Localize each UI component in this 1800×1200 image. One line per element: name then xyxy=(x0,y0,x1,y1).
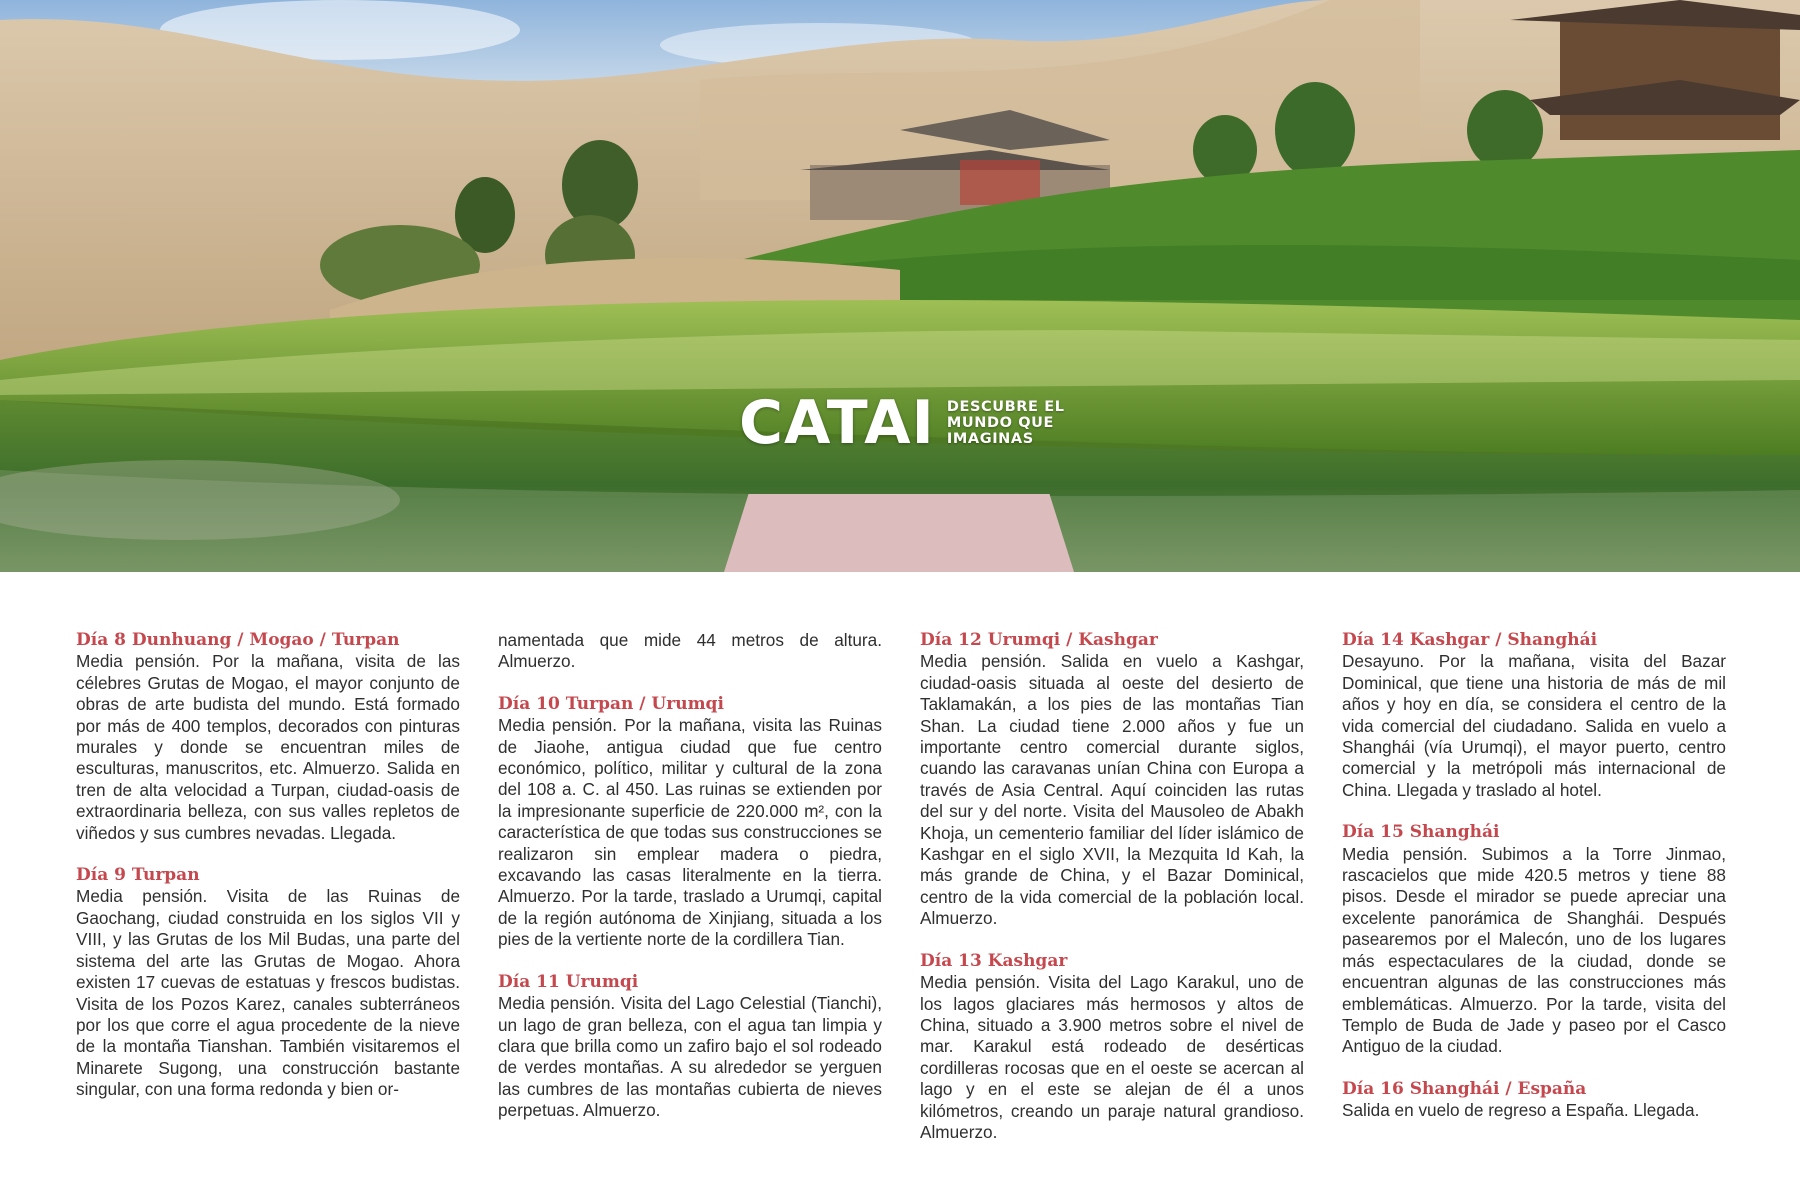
day-entry xyxy=(76,865,460,1100)
day-title: Día 15 Shanghái xyxy=(1342,822,1500,843)
day-description: Media pensión. Por la mañana, visita las Ruinas de Jiaohe, antigua ciudad que fue centro económico, político, militar y cultural de la zona del 108 a. C. al 450. Las ruinas se extienden por la impresionante superficie de 220.000 m², con la característica de que todas sus construcciones se realizaron sin emplear madera o piedra, excavando las casas literalmente en la tierra. Almuerzo. Por la tarde, traslado a Urumqi, capital de la región autónoma de Xinjiang, situada a los pies de la vertiente norte de la cordillera Tian. xyxy=(498,715,882,950)
day-title: Día 12 Urumqi / Kashgar xyxy=(920,630,1158,650)
day-description: Salida en vuelo de regreso a España. Llegada. xyxy=(1342,1100,1700,1121)
day-entry xyxy=(1342,630,1726,801)
catai-logo: CATAI xyxy=(739,388,935,458)
day-description-continued: namentada que mide 44 metros de altura. Almuerzo. xyxy=(498,630,882,672)
day-entry xyxy=(498,972,882,1122)
day-entry xyxy=(76,630,460,844)
day-entry xyxy=(1342,1079,1726,1122)
column-4 xyxy=(1342,630,1726,1170)
day-entry xyxy=(1342,822,1726,1057)
day-title: Día 14 Kashgar / Shanghái xyxy=(1342,630,1598,650)
brand-logo-block xyxy=(739,388,1077,458)
day-description: Media pensión. Por la mañana, visita de las célebres Grutas de Mogao, el mayor conjunto de obras de arte budista del mundo. Está formado por más de 400 templos, decorados con pinturas murales y donde se encuentran miles de esculturas, manuscritos, etc. Almuerzo. Salida en tren de alta velocidad a Turpan, ciudad-oasis de extraordinaria belleza, con sus valles repletos de viñedos y sus cumbres nevadas. Llegada. xyxy=(76,651,460,843)
day-title: Día 11 Urumqi xyxy=(498,971,639,992)
tagline-line-3: IMAGINAS xyxy=(946,431,1034,447)
accent-tab xyxy=(724,494,1074,572)
day-description: Media pensión. Visita del Lago Karakul, uno de los lagos glaciares más hermosos y altos de China, situado a 3.900 metros sobre el nivel de mar. Karakul está rodeado de desérticas cordilleras rocosas que en el oeste se acercan al lago y en el este se alejan de él a unos kilómetros, creando un paraje natural grandioso. Almuerzo. xyxy=(920,972,1304,1142)
brand-tagline xyxy=(947,399,1077,447)
continuation-text xyxy=(498,630,882,673)
column-3 xyxy=(920,630,1304,1170)
day-title: Día 16 Shanghái / España xyxy=(1342,1078,1587,1099)
day-title: Día 9 Turpan xyxy=(76,865,200,886)
day-description: Media pensión. Visita del Lago Celestial (Tianchi), un lago de gran belleza, con el agua tan limpia y clara que brilla como un zafiro bajo el sol rodeado de verdes montañas. A su alrededor se yerguen las cumbres de las montañas cubierta de nieves perpetuas. Almuerzo. xyxy=(498,993,882,1121)
day-entry xyxy=(920,951,1304,1144)
hero-photo xyxy=(0,0,1800,572)
day-entry xyxy=(498,694,882,951)
itinerary-columns xyxy=(76,630,1726,1170)
hero-landscape-illustration xyxy=(0,0,1800,572)
day-description: Media pensión. Subimos a la Torre Jinmao, rascacielos que mide 420.5 metros y tiene 88 pisos. Desde el mirador se puede apreciar una excelente panorámica de Shanghái. Después pasearemos por el Malecón, uno de los lugares más espectaculares de la ciudad, donde se encuentran algunas de las construcciones más emblemáticas. Almuerzo. Por la tarde, visita del Templo de Buda de Jade y paseo por el Casco Antiguo de la ciudad. xyxy=(1342,843,1726,1057)
day-title: Día 13 Kashgar xyxy=(920,950,1068,971)
tagline-line-1: DESCUBRE EL xyxy=(946,399,1065,415)
day-title: Día 8 Dunhuang / Mogao / Turpan xyxy=(76,630,400,650)
day-description: Desayuno. Por la mañana, visita del Bazar Dominical, que tiene una historia de más de mil años y hoy en día, se considera el centro de la vida comercial del ciudadano. Salida en vuelo a Shanghái (vía Urumqi), el mayor puerto, centro comercial y la metrópoli más internacional de China. Llegada y traslado al hotel. xyxy=(1342,651,1726,800)
day-entry xyxy=(920,630,1304,930)
column-2 xyxy=(498,630,882,1170)
day-description: Media pensión. Salida en vuelo a Kashgar, ciudad-oasis situada al oeste del desierto de Taklamakán, a los pies de las montañas Tian Shan. La ciudad tiene 2.000 años y fue un importante centro comercial durante siglos, cuando las caravanas unían China con Europa a través de Asia Central. Aquí coinciden las rutas del sur y del norte. Visita del Mausoleo de Abakh Khoja, un cementerio familiar del líder islámico de Kashgar en el siglo XVII, la Mezquita Id Kah, la más grande de China, y el Bazar Dominical, centro de la vida comercial de la población local. Almuerzo. xyxy=(920,651,1304,929)
tagline-line-2: MUNDO QUE xyxy=(946,415,1054,431)
day-description: Media pensión. Visita de las Ruinas de Gaochang, ciudad construida en los siglos VII y VIII, y las Grutas de los Mil Budas, una parte del sistema del arte las Grutas de Mogao. Ahora existen 17 cuevas de estatuas y frescos budistas. Visita de los Pozos Karez, canales subterráneos por los que corre el agua procedente de la nieve de la montaña Tianshan. También visitaremos el Minarete Sugong, una construcción bastante singular, con una forma redonda y bien or- xyxy=(76,886,460,1100)
column-1 xyxy=(76,630,460,1170)
day-title: Día 10 Turpan / Urumqi xyxy=(498,693,724,714)
